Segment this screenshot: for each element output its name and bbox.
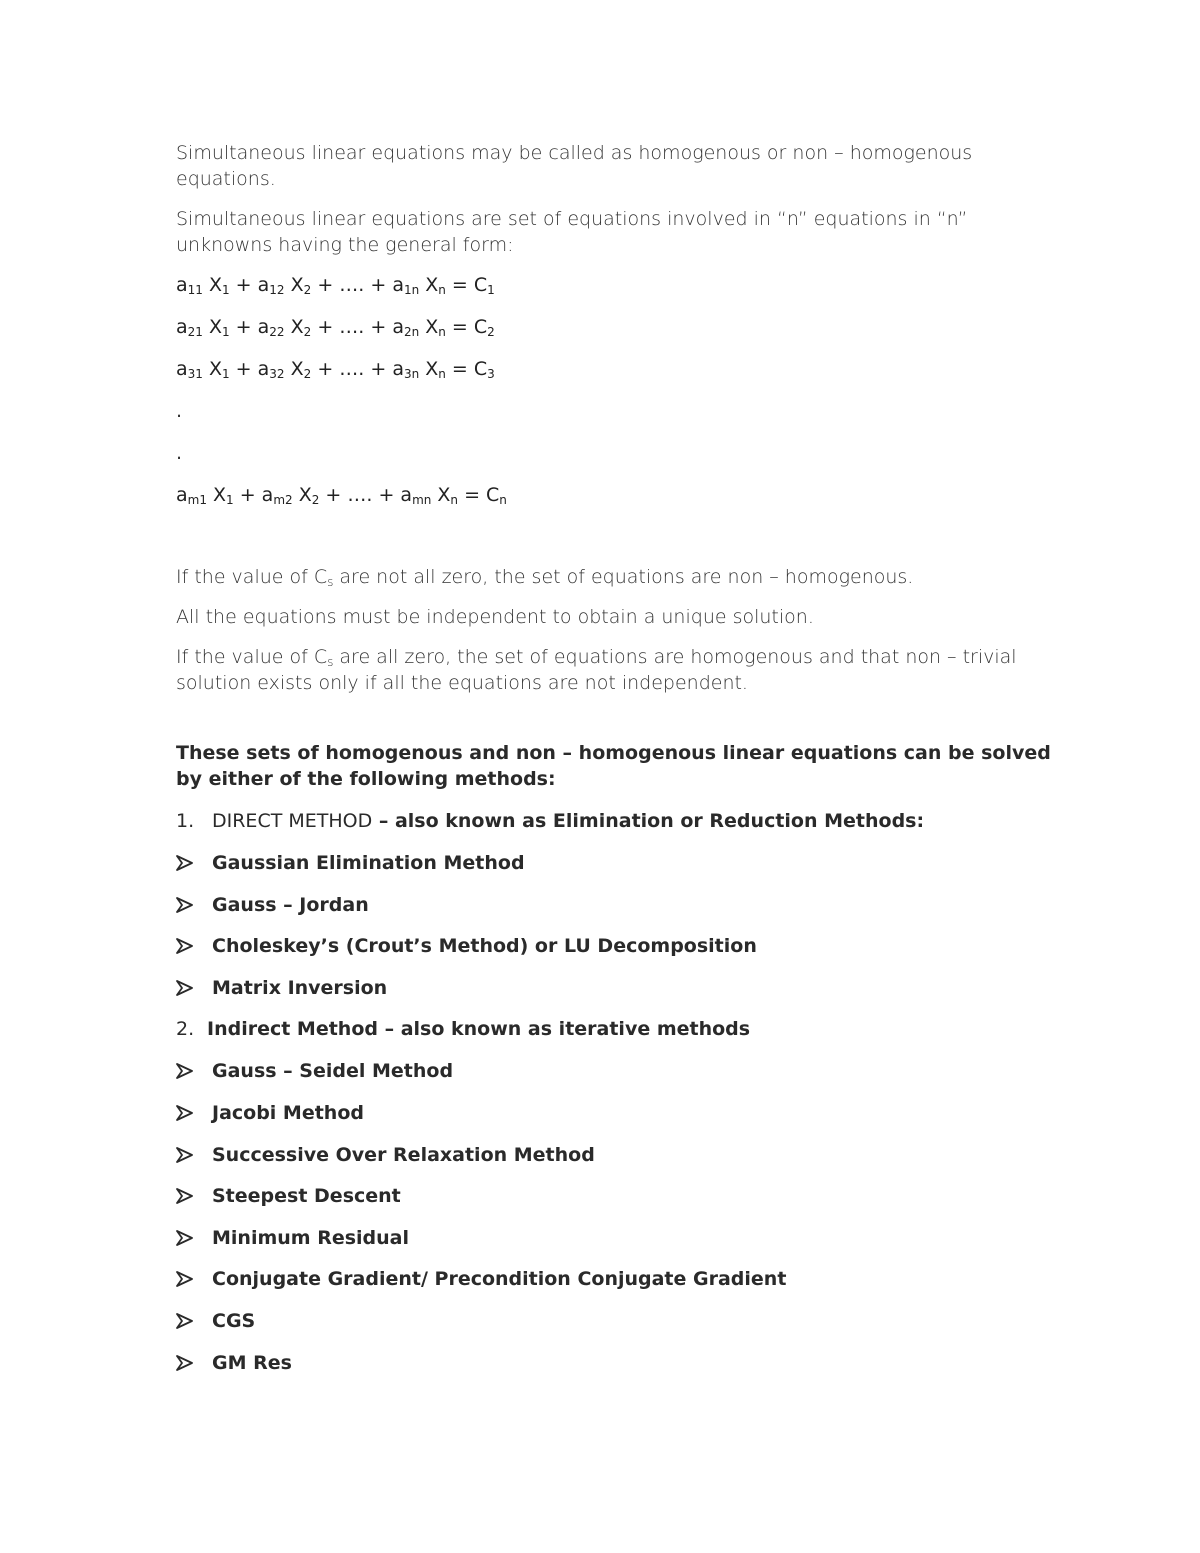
indirect-method-heading: [176, 1016, 1056, 1042]
list-item: Gauss – Jordan: [176, 892, 1056, 918]
arrow-bullet-icon: [176, 980, 212, 996]
arrow-bullet-icon: [176, 897, 212, 913]
equation-row-2: $a_{21}$ $X_1 + a_{22}$ $X_2$ + …. + $a_{2n}$ $X_n = C_2$: [176, 316, 495, 339]
list-item: Steepest Descent: [176, 1183, 1056, 1209]
independence-paragraph: All the equations must be independent to obtain a unique solution.: [176, 606, 814, 628]
direct-method-description: – also known as Elimination or Reduction Methods:: [372, 810, 925, 832]
list-item: Conjugate Gradient/ Precondition Conjugate Gradient: [176, 1266, 1056, 1292]
document-page: [176, 140, 1056, 1391]
direct-method-heading: [176, 808, 1056, 834]
arrow-bullet-icon: [176, 1105, 212, 1121]
list-item: Jacobi Method: [176, 1100, 1056, 1126]
list-item: Successive Over Relaxation Method: [176, 1142, 1056, 1168]
definition-paragraph: Simultaneous linear equations are set of equations involved in “n” equations in “n” unknowns having the general form:: [176, 208, 968, 256]
indirect-method-title: Indirect Method – also known as iterative methods: [207, 1018, 751, 1041]
homogenous-paragraph: If the value of $C_s$ are all zero, the set of equations are homogenous and that non – trivial solution exists only if all the equations are not independent.: [176, 646, 1017, 694]
arrow-bullet-icon: [176, 1271, 212, 1287]
list-item: Gauss – Seidel Method: [176, 1058, 1056, 1084]
list-item: GM Res: [176, 1350, 1056, 1376]
arrow-bullet-icon: [176, 1188, 212, 1204]
intro-paragraph: Simultaneous linear equations may be called as homogenous or non – homogenous equations.: [176, 142, 973, 190]
non-homogenous-paragraph: If the value of $C_s$ are not all zero, the set of equations are non – homogenous.: [176, 566, 914, 589]
list-number: 2.: [176, 1018, 195, 1041]
ellipsis-dot: .: [176, 442, 183, 464]
list-item: Choleskey’s (Crout’s Method) or LU Decomposition: [176, 933, 1056, 959]
ellipsis-dot: .: [176, 400, 183, 422]
arrow-bullet-icon: [176, 1313, 212, 1329]
direct-method-title: DIRECT METHOD: [212, 810, 373, 832]
equation-row-1: $a_{11}$ $X_1 + a_{12}$ $X_2$ + …. + $a_{1n}$ $X_n = C_1$: [176, 274, 495, 297]
list-item: CGS: [176, 1308, 1056, 1334]
arrow-bullet-icon: [176, 1355, 212, 1371]
list-item: Gaussian Elimination Method: [176, 850, 1056, 876]
list-item: Minimum Residual: [176, 1225, 1056, 1251]
arrow-bullet-icon: [176, 855, 212, 871]
arrow-bullet-icon: [176, 1230, 212, 1246]
list-number: 1.: [176, 810, 195, 832]
equation-row-3: $a_{31}$ $X_1 + a_{32}$ $X_2$ + …. + $a_{3n}$ $X_n = C_3$: [176, 358, 495, 381]
equation-row-m: $a_{m1}$ $X_1 + a_{m2}$ $X_2$ + …. + $a_{mn}$ $X_n = C_n$: [176, 484, 507, 507]
arrow-bullet-icon: [176, 1063, 212, 1079]
list-item: Matrix Inversion: [176, 975, 1056, 1001]
methods-heading: These sets of homogenous and non – homogenous linear equations can be solved by either of the following methods:: [176, 742, 1051, 790]
arrow-bullet-icon: [176, 938, 212, 954]
arrow-bullet-icon: [176, 1147, 212, 1163]
